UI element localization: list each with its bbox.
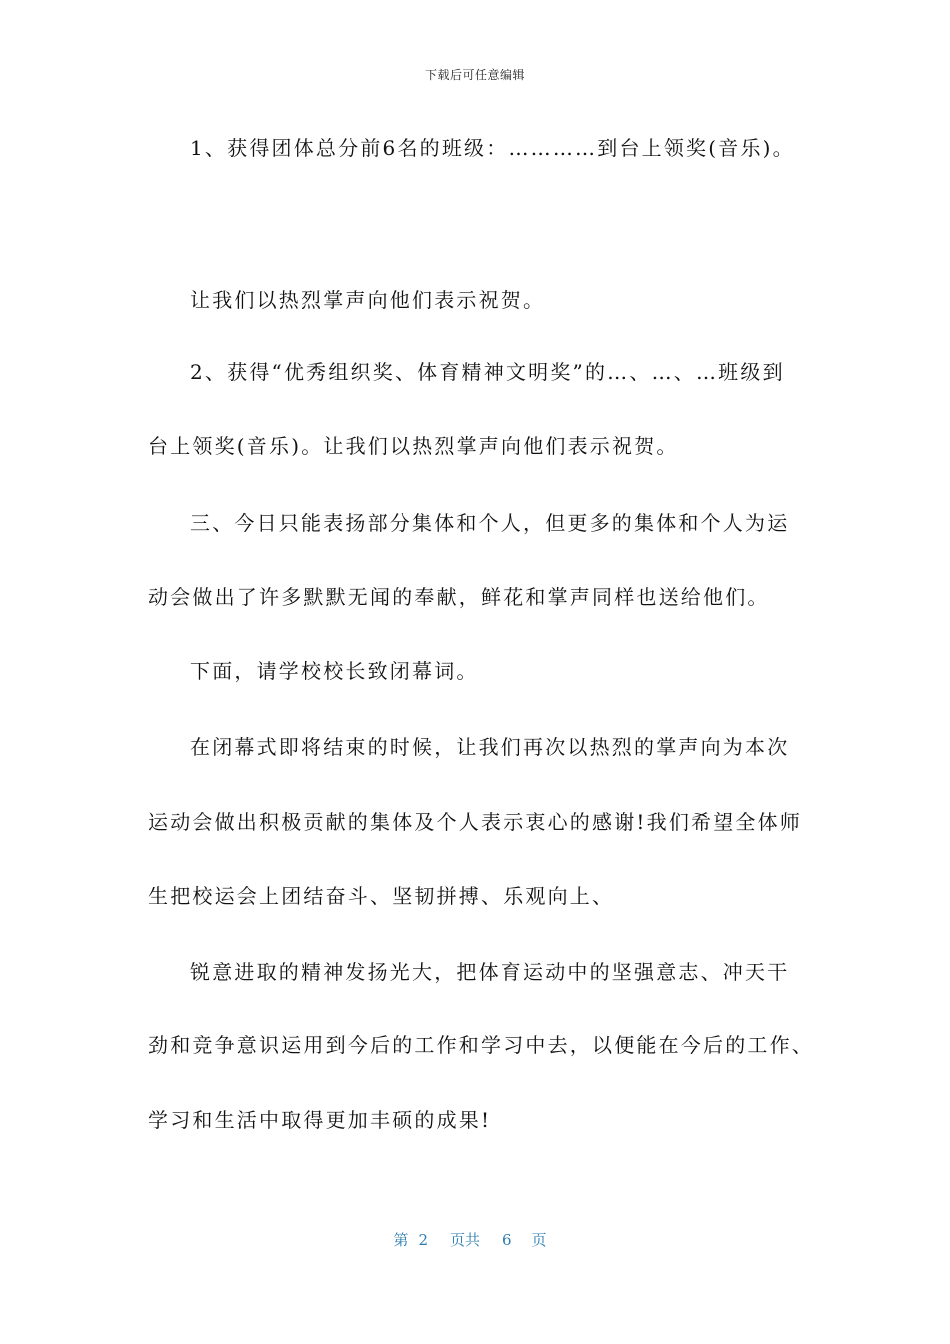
- paragraph-line: 1、获得团体总分前6名的班级：…………到台上领奖(音乐)。: [190, 136, 795, 160]
- paragraph-line: 生把校运会上团结奋斗、坚韧拼搏、乐观向上、: [148, 884, 615, 908]
- page-suffix: 页: [531, 1231, 547, 1249]
- paragraph-line: 三、今日只能表扬部分集体和个人，但更多的集体和个人为运: [190, 511, 790, 535]
- paragraph-line: 下面，请学校校长致闭幕词。: [190, 659, 479, 683]
- page-prefix: 第: [393, 1231, 409, 1249]
- paragraph-line: 锐意进取的精神发扬光大，把体育运动中的坚强意志、冲天干: [190, 960, 790, 984]
- paragraph-line: 在闭幕式即将结束的时候，让我们再次以热烈的掌声向为本次: [190, 735, 790, 759]
- paragraph-line: 2、获得“优秀组织奖、体育精神文明奖”的…、…、…班级到: [190, 360, 785, 384]
- page-middle: 页共: [449, 1231, 480, 1249]
- paragraph-line: 让我们以热烈掌声向他们表示祝贺。: [190, 288, 546, 312]
- page-footer: [0, 1229, 950, 1250]
- paragraph-line: 运动会做出积极贡献的集体及个人表示衷心的感谢!我们希望全体师: [148, 810, 803, 834]
- paragraph-line: 台上领奖(音乐)。让我们以热烈掌声向他们表示祝贺。: [148, 434, 679, 458]
- paragraph-line: 动会做出了许多默默无闻的奉献，鲜花和掌声同样也送给他们。: [148, 585, 770, 609]
- paragraph-line: 劲和竞争意识运用到今后的工作和学习中去，以便能在今后的工作、: [148, 1033, 814, 1057]
- page-number: 2: [418, 1231, 428, 1249]
- paragraph-line: 学习和生活中取得更加丰硕的成果!: [148, 1108, 492, 1132]
- total-pages: 6: [502, 1231, 512, 1249]
- header-note: 下载后可任意编辑: [424, 68, 525, 82]
